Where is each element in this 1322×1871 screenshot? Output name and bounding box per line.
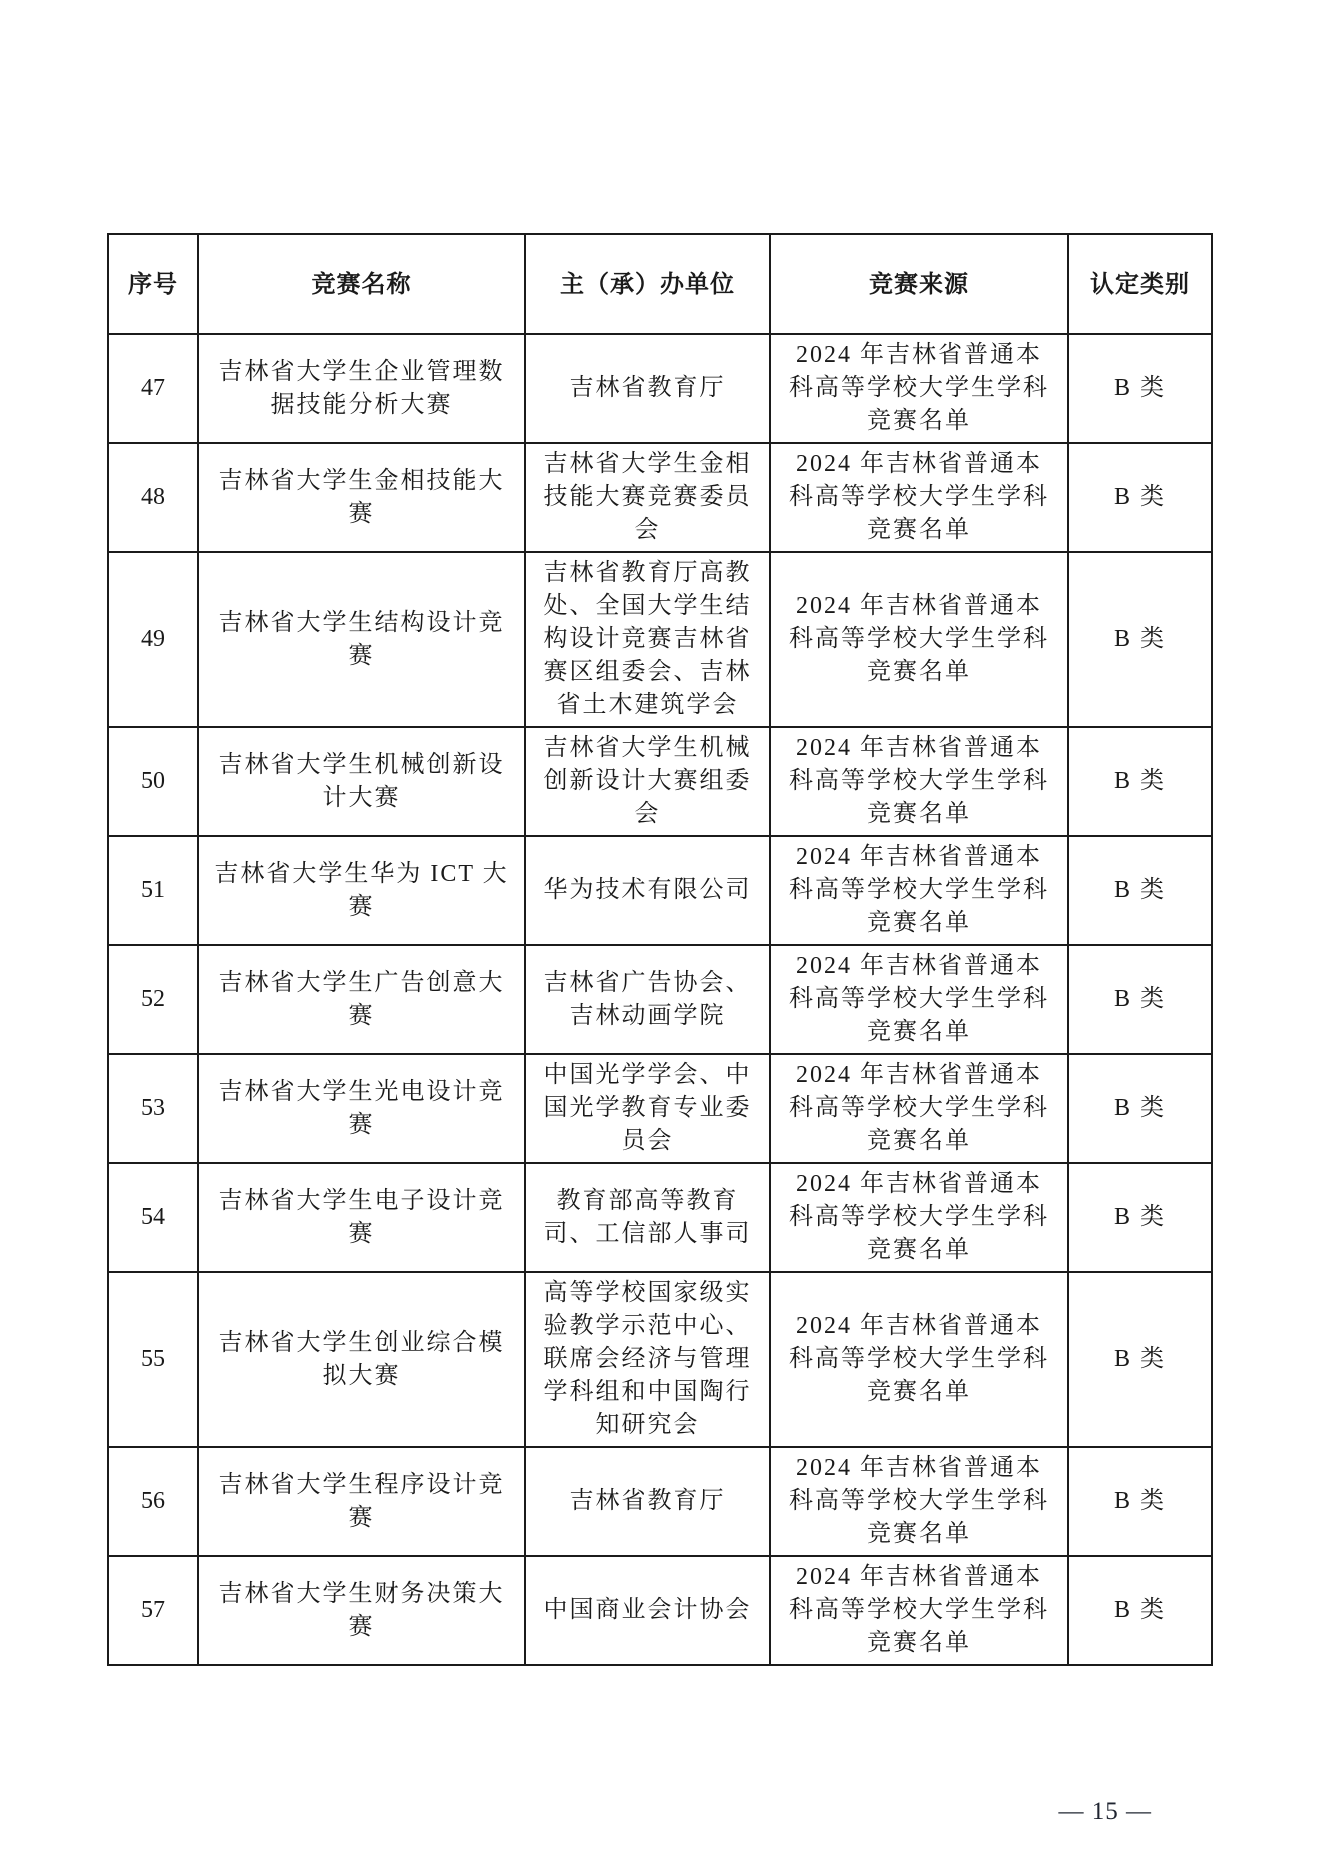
cell-competition-name: 吉林省大学生结构设计竞赛 [198, 552, 525, 727]
table-row [108, 552, 1212, 727]
cell-host-organization: 中国商业会计协会 [525, 1556, 770, 1665]
cell-host-organization: 吉林省教育厅高教处、全国大学生结构设计竞赛吉林省赛区组委会、吉林省土木建筑学会 [525, 552, 770, 727]
header-host: 主（承）办单位 [525, 234, 770, 334]
cell-recognition-category: B 类 [1068, 334, 1212, 443]
cell-recognition-category: B 类 [1068, 443, 1212, 552]
cell-sequence-number: 50 [108, 727, 198, 836]
cell-recognition-category: B 类 [1068, 836, 1212, 945]
cell-host-organization: 高等学校国家级实验教学示范中心、联席会经济与管理学科组和中国陶行知研究会 [525, 1272, 770, 1447]
cell-competition-source: 2024 年吉林省普通本科高等学校大学生学科竞赛名单 [770, 443, 1068, 552]
page-number: — 15 — [1058, 1798, 1152, 1825]
cell-recognition-category: B 类 [1068, 552, 1212, 727]
cell-sequence-number: 55 [108, 1272, 198, 1447]
cell-competition-name: 吉林省大学生电子设计竞赛 [198, 1163, 525, 1272]
cell-host-organization: 中国光学学会、中国光学教育专业委员会 [525, 1054, 770, 1163]
cell-host-organization: 吉林省广告协会、吉林动画学院 [525, 945, 770, 1054]
cell-competition-source: 2024 年吉林省普通本科高等学校大学生学科竞赛名单 [770, 1556, 1068, 1665]
cell-host-organization: 教育部高等教育司、工信部人事司 [525, 1163, 770, 1272]
table-row [108, 945, 1212, 1054]
cell-sequence-number: 52 [108, 945, 198, 1054]
cell-competition-source: 2024 年吉林省普通本科高等学校大学生学科竞赛名单 [770, 334, 1068, 443]
cell-recognition-category: B 类 [1068, 945, 1212, 1054]
cell-competition-source: 2024 年吉林省普通本科高等学校大学生学科竞赛名单 [770, 552, 1068, 727]
cell-competition-source: 2024 年吉林省普通本科高等学校大学生学科竞赛名单 [770, 1447, 1068, 1556]
table-row [108, 443, 1212, 552]
cell-competition-name: 吉林省大学生广告创意大赛 [198, 945, 525, 1054]
cell-host-organization: 华为技术有限公司 [525, 836, 770, 945]
header-source: 竞赛来源 [770, 234, 1068, 334]
cell-sequence-number: 54 [108, 1163, 198, 1272]
cell-competition-source: 2024 年吉林省普通本科高等学校大学生学科竞赛名单 [770, 836, 1068, 945]
cell-competition-name: 吉林省大学生企业管理数据技能分析大赛 [198, 334, 525, 443]
cell-sequence-number: 49 [108, 552, 198, 727]
table-row [108, 1272, 1212, 1447]
cell-sequence-number: 47 [108, 334, 198, 443]
cell-host-organization: 吉林省大学生机械创新设计大赛组委会 [525, 727, 770, 836]
cell-host-organization: 吉林省大学生金相技能大赛竞赛委员会 [525, 443, 770, 552]
cell-competition-name: 吉林省大学生光电设计竞赛 [198, 1054, 525, 1163]
table-body [108, 334, 1212, 1665]
table-row [108, 1054, 1212, 1163]
cell-host-organization: 吉林省教育厅 [525, 1447, 770, 1556]
cell-competition-source: 2024 年吉林省普通本科高等学校大学生学科竞赛名单 [770, 1272, 1068, 1447]
cell-host-organization: 吉林省教育厅 [525, 334, 770, 443]
cell-competition-name: 吉林省大学生机械创新设计大赛 [198, 727, 525, 836]
cell-sequence-number: 48 [108, 443, 198, 552]
table-row [108, 727, 1212, 836]
cell-competition-source: 2024 年吉林省普通本科高等学校大学生学科竞赛名单 [770, 727, 1068, 836]
header-no: 序号 [108, 234, 198, 334]
cell-recognition-category: B 类 [1068, 1054, 1212, 1163]
table-row [108, 334, 1212, 443]
cell-recognition-category: B 类 [1068, 1556, 1212, 1665]
header-name: 竞赛名称 [198, 234, 525, 334]
cell-competition-source: 2024 年吉林省普通本科高等学校大学生学科竞赛名单 [770, 945, 1068, 1054]
cell-competition-source: 2024 年吉林省普通本科高等学校大学生学科竞赛名单 [770, 1163, 1068, 1272]
cell-sequence-number: 51 [108, 836, 198, 945]
competition-table [107, 233, 1213, 1666]
cell-competition-name: 吉林省大学生程序设计竞赛 [198, 1447, 525, 1556]
cell-sequence-number: 57 [108, 1556, 198, 1665]
table-row [108, 1556, 1212, 1665]
cell-sequence-number: 56 [108, 1447, 198, 1556]
cell-competition-source: 2024 年吉林省普通本科高等学校大学生学科竞赛名单 [770, 1054, 1068, 1163]
cell-competition-name: 吉林省大学生财务决策大赛 [198, 1556, 525, 1665]
cell-competition-name: 吉林省大学生创业综合模拟大赛 [198, 1272, 525, 1447]
table-row [108, 1447, 1212, 1556]
table-row [108, 1163, 1212, 1272]
cell-competition-name: 吉林省大学生华为 ICT 大赛 [198, 836, 525, 945]
cell-sequence-number: 53 [108, 1054, 198, 1163]
table-header-row [108, 234, 1212, 334]
cell-recognition-category: B 类 [1068, 1447, 1212, 1556]
table-row [108, 836, 1212, 945]
cell-recognition-category: B 类 [1068, 1272, 1212, 1447]
cell-recognition-category: B 类 [1068, 727, 1212, 836]
cell-competition-name: 吉林省大学生金相技能大赛 [198, 443, 525, 552]
cell-recognition-category: B 类 [1068, 1163, 1212, 1272]
header-category: 认定类别 [1068, 234, 1212, 334]
